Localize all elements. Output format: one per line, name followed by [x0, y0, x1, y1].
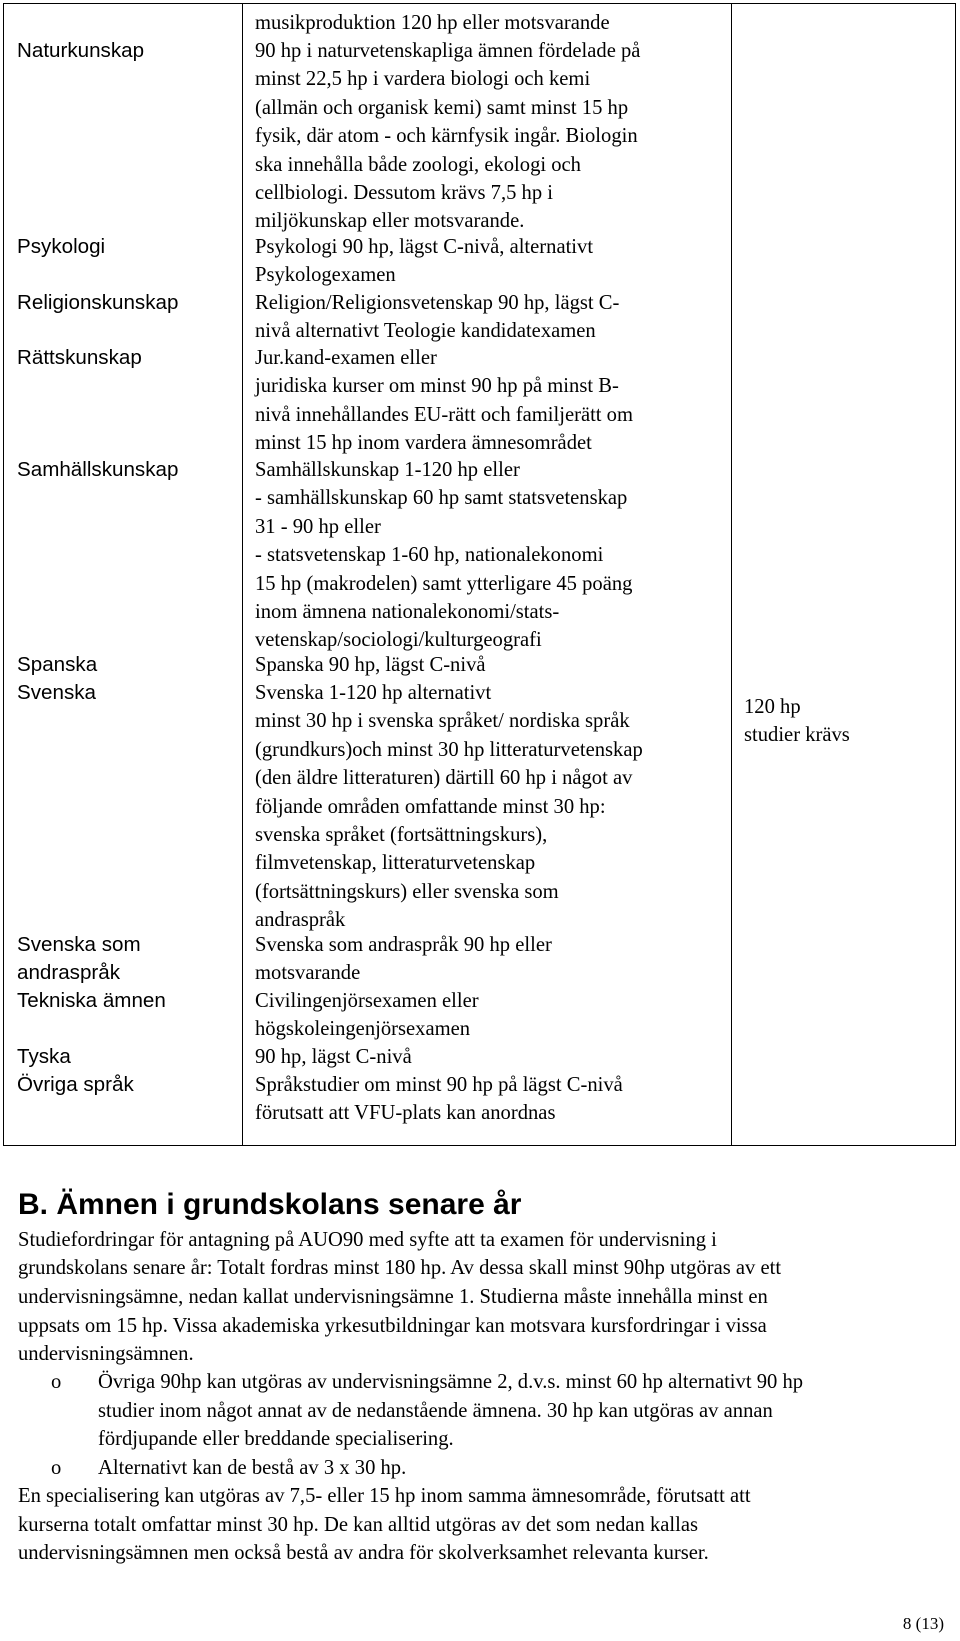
bullet-marker: o [51, 1457, 62, 1479]
section-heading: B. Ämnen i grundskolans senare år [18, 1188, 522, 1221]
requirements-table [3, 3, 956, 1146]
requirement-cell: musikproduktion 120 hp eller motsvarande [255, 12, 610, 34]
requirement-cell: Språkstudier om minst 90 hp på lägst C-nivå förutsatt att VFU-plats kan anordnas [255, 1074, 623, 1125]
subject-cell: Naturkunskap [17, 39, 145, 62]
note-cell: 120 hp studier krävs [744, 696, 850, 747]
requirement-cell: Samhällskunskap 1-120 hp eller - samhällskunskap 60 hp samt statsvetenskap 31 - 90 hp eller - statsvetenskap 1-60 hp, nationalekonomi 15 hp (makrodelen) samt ytterligare 45 poäng inom ämnena nationalekonomi/stats- vetenskap/sociologi/kulturgeografi [255, 459, 633, 652]
requirement-cell: 90 hp i naturvetenskapliga ämnen fördelade på minst 22,5 hp i vardera biologi och kemi (allmän och organisk kemi) samt minst 15 hp fysik, där atom - och kärnfysik ingår. Biologin ska innehålla både zoologi, ekologi och cellbiologi. Dessutom krävs 7,5 hp i miljökunskap eller motsvarande. [255, 40, 641, 233]
bullet-line: fördjupande eller breddande specialisering. [98, 1428, 454, 1450]
subject-cell: Rättskunskap [17, 346, 142, 369]
subject-cell: Psykologi [17, 235, 106, 258]
outro-line: undervisningsämnen men också bestå av andra för skolverksamhet relevanta kurser. [18, 1542, 709, 1564]
bullet-line: Övriga 90hp kan utgöras av undervisningsämne 2, d.v.s. minst 60 hp alternativt 90 hp [98, 1371, 804, 1393]
requirement-cell: Civilingenjörsexamen eller högskoleingenjörsexamen [255, 990, 479, 1041]
subject-cell: Religionskunskap [17, 291, 179, 314]
requirement-cell: Spanska 90 hp, lägst C-nivå [255, 654, 486, 676]
subject-cell: Svenska [17, 681, 96, 704]
subject-cell: Övriga språk [17, 1073, 134, 1096]
bullet-line: studier inom något annat av de nedanstående ämnena. 30 hp kan utgöras av annan [98, 1400, 773, 1422]
intro-line: undervisningsämne, nedan kallat undervisningsämne 1. Studierna måste innehålla minst en [18, 1286, 768, 1308]
outro-line: En specialisering kan utgöras av 7,5- eller 15 hp inom samma ämnesområde, förutsatt att [18, 1485, 751, 1507]
bullet-line: Alternativt kan de bestå av 3 x 30 hp. [98, 1457, 407, 1479]
intro-line: undervisningsämnen. [18, 1343, 194, 1365]
requirement-cell: Religion/Religionsvetenskap 90 hp, lägst C- nivå alternativt Teologie kandidatexamen [255, 292, 620, 343]
requirement-cell: Psykologi 90 hp, lägst C-nivå, alternativt Psykologexamen [255, 236, 594, 287]
note-column [731, 4, 957, 1145]
requirement-cell: Svenska 1-120 hp alternativt minst 30 hp i svenska språket/ nordiska språk (grundkurs)och minst 30 hp litteraturvetenskap (den äldre litteraturen) därtill 60 hp i något av följande områden omfattande minst 30 hp: svenska språket (fortsättningskurs), filmvetenskap, litteraturvetenskap (fortsättningskurs) eller svenska som andraspråk [255, 682, 643, 932]
subject-cell: Tekniska ämnen [17, 989, 166, 1012]
subject-cell: Samhällskunskap [17, 458, 179, 481]
requirement-cell: 90 hp, lägst C-nivå [255, 1046, 412, 1068]
intro-line: Studiefordringar för antagning på AUO90 med syfte att ta examen för undervisning i [18, 1229, 717, 1251]
subject-column [4, 4, 242, 1145]
page-number: 8 (13) [902, 1614, 944, 1633]
bullet-marker: o [51, 1371, 62, 1393]
requirement-cell: Jur.kand-examen eller juridiska kurser om minst 90 hp på minst B- nivå innehållandes EU-rätt och familjerätt om minst 15 hp inom vardera ämnesområdet [255, 347, 633, 455]
requirement-cell: Svenska som andraspråk 90 hp eller motsvarande [255, 934, 552, 985]
requirement-column [242, 4, 731, 1145]
intro-line: uppsats om 15 hp. Vissa akademiska yrkesutbildningar kan motsvara kursfordringar i vissa [18, 1315, 767, 1337]
subject-cell: Tyska [17, 1045, 71, 1068]
outro-line: kurserna totalt omfattar minst 30 hp. De kan alltid utgöras av det som nedan kallas [18, 1514, 698, 1536]
intro-line: grundskolans senare år: Totalt fordras minst 180 hp. Av dessa skall minst 90hp utgöras av ett [18, 1257, 782, 1279]
subject-cell: Spanska [17, 653, 98, 676]
subject-cell: Svenska som andraspråk [17, 933, 141, 985]
